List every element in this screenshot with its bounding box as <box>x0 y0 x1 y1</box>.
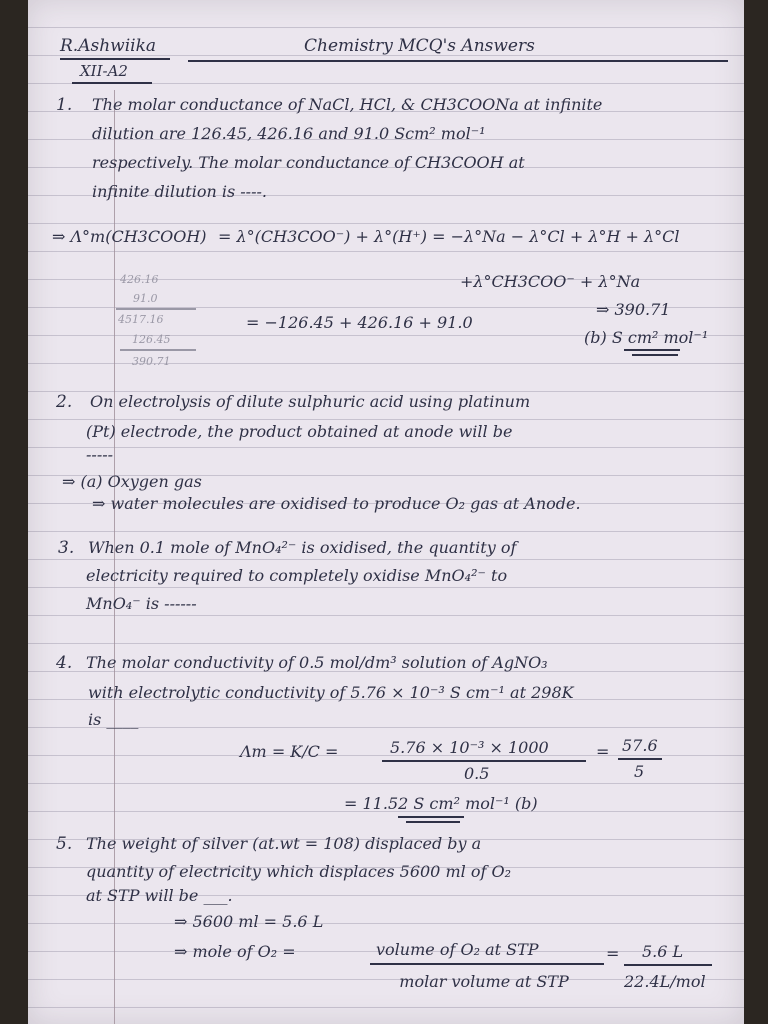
title-underline <box>188 60 728 62</box>
q4-result-underline-1 <box>398 816 464 818</box>
q1-eq2: = −126.45 + 426.16 + 91.0 <box>246 313 473 332</box>
rough-work-4: 126.45 <box>132 333 171 346</box>
q5-fraction2-denominator: 22.4L/mol <box>624 972 706 991</box>
q5-step-2: ⇒ mole of O₂ = <box>174 942 296 961</box>
q4-result-underline-2 <box>406 821 460 823</box>
q5-fraction-bar <box>370 963 604 965</box>
rough-rule-2 <box>120 349 196 351</box>
q1-eq1-lhs: ⇒ Λ°m(CH3COOH) <box>52 227 207 246</box>
q5-line-3: at STP will be ___. <box>86 886 233 905</box>
q4-line-1: The molar conductivity of 0.5 mol/dm³ solution of AgNO₃ <box>86 653 548 672</box>
rough-rule-1 <box>116 308 196 310</box>
q1-eq1-continuation: +λ°CH3COO⁻ + λ°Na <box>460 272 641 291</box>
q3-line-2: electricity required to completely oxidise MnO₄²⁻ to <box>86 566 508 585</box>
q5-fraction-numerator: volume of O₂ at STP <box>376 940 539 959</box>
q1-line-3: respectively. The molar conductance of CH3COOH at <box>92 153 525 172</box>
q4-formula: Λm = K/C = <box>240 742 339 761</box>
q5-fraction2-bar <box>624 964 712 966</box>
q4-simplified-bar <box>618 758 662 760</box>
q4-line-3: is ____ <box>88 710 139 729</box>
student-class: XII-A2 <box>80 62 128 80</box>
notebook-page <box>28 0 744 1024</box>
q2-explanation: ⇒ water molecules are oxidised to produce O₂ gas at Anode. <box>92 494 581 513</box>
rough-work-2: 91.0 <box>133 292 158 305</box>
q2-line-2: (Pt) electrode, the product obtained at anode will be <box>86 422 513 441</box>
q5-fraction-denominator: molar volume at STP <box>399 972 569 991</box>
q1-answer-underline-2 <box>632 354 678 356</box>
q1-answer: (b) S cm² mol⁻¹ <box>584 328 709 347</box>
q4-denominator: 0.5 <box>464 764 490 783</box>
q1-line-2: dilution are 126.45, 426.16 and 91.0 Scm² mol⁻¹ <box>92 124 486 143</box>
rough-work-1: 426.16 <box>120 273 159 286</box>
q5-number: 5. <box>56 834 73 854</box>
q2-line-1: On electrolysis of dilute sulphuric acid using platinum <box>90 392 531 411</box>
student-name: R.Ashwiika <box>60 36 157 56</box>
q1-line-1: The molar conductance of NaCl, HCl, & CH3COONa at infinite <box>92 95 603 114</box>
q1-result: ⇒ 390.71 <box>596 300 671 319</box>
q4-fraction-bar <box>382 760 586 762</box>
q4-number: 4. <box>56 653 73 673</box>
q2-number: 2. <box>56 392 73 412</box>
q5-line-2: quantity of electricity which displaces 5600 ml of O₂ <box>86 862 511 881</box>
class-underline <box>72 82 152 84</box>
q4-equals: = <box>596 742 610 761</box>
q2-answer: ⇒ (a) Oxygen gas <box>62 472 202 491</box>
q4-line-2: with electrolytic conductivity of 5.76 × 10⁻³ S cm⁻¹ at 298K <box>88 683 574 702</box>
rough-work-5: 390.71 <box>132 355 171 368</box>
q5-step-1: ⇒ 5600 ml = 5.6 L <box>174 912 324 931</box>
q4-numerator: 5.76 × 10⁻³ × 1000 <box>390 738 549 757</box>
q4-simplified-denominator: 5 <box>634 762 645 781</box>
q3-line-1: When 0.1 mole of MnO₄²⁻ is oxidised, the quantity of <box>88 538 517 557</box>
q1-answer-underline-1 <box>624 349 680 351</box>
q4-simplified-numerator: 57.6 <box>622 736 658 755</box>
q4-result: = 11.52 S cm² mol⁻¹ (b) <box>344 794 538 813</box>
q2-line-3: ----- <box>86 445 114 464</box>
q5-line-1: The weight of silver (at.wt = 108) displaced by a <box>86 834 482 853</box>
q1-number: 1. <box>56 95 73 115</box>
q5-equals: = <box>606 944 620 963</box>
name-underline <box>60 58 170 60</box>
page-title: Chemistry MCQ's Answers <box>304 36 535 56</box>
q1-eq1-rhs: = λ°(CH3COO⁻) + λ°(H⁺) = −λ°Na − λ°Cl + λ°H + λ°Cl <box>218 227 680 246</box>
q1-line-4: infinite dilution is ----. <box>92 182 267 201</box>
rough-work-3: 4517.16 <box>118 313 164 326</box>
q5-fraction2-numerator: 5.6 L <box>642 942 684 961</box>
q3-line-3: MnO₄⁻ is ------ <box>86 594 197 613</box>
q3-number: 3. <box>58 538 75 558</box>
